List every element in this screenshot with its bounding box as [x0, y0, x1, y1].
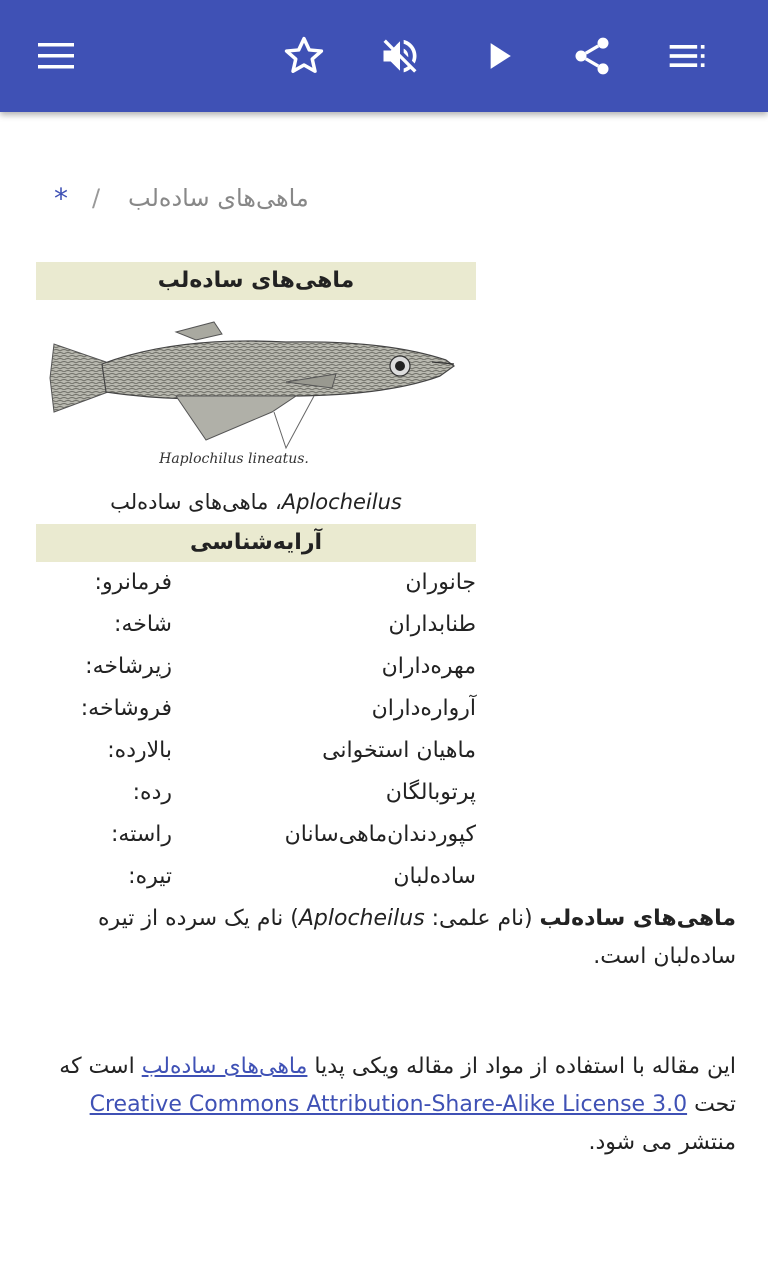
- play-icon: [476, 34, 520, 78]
- taxonomy-value: ماهیان استخوانی: [322, 738, 476, 763]
- license-link[interactable]: Creative Commons Attribution-Share-Alike License 3.0: [89, 1092, 688, 1117]
- attribution-part3: منتشر می شود.: [588, 1130, 736, 1155]
- article-text: ) نام یک سرده از تیره ساده‌لبان است.: [97, 906, 736, 969]
- taxonomy-label: بالارده:: [107, 738, 172, 763]
- infobox-title: ماهی‌های ساده‌لب: [36, 262, 476, 300]
- taxonomy-label: فروشاخه:: [80, 696, 172, 721]
- fish-illustration: [36, 300, 476, 470]
- volume-off-icon: [378, 34, 422, 78]
- infobox-caption: [36, 486, 476, 518]
- play-button[interactable]: [470, 28, 526, 84]
- taxonomy-row: [36, 564, 476, 606]
- article-intro: [32, 900, 736, 976]
- breadcrumb-current: ماهی‌های ساده‌لب: [128, 184, 309, 212]
- breadcrumb-separator: /: [92, 184, 101, 212]
- article-latin-name: Aplocheilus: [298, 906, 425, 931]
- fish-drawing-icon: [36, 300, 476, 470]
- taxonomy-label: فرمانرو:: [94, 570, 172, 595]
- taxonomy-label: زیرشاخه:: [85, 654, 172, 679]
- taxonomy-value: آرواره‌داران: [371, 696, 476, 721]
- taxonomy-row: [36, 606, 476, 648]
- taxonomy-value: جانوران: [405, 570, 476, 595]
- menu-button[interactable]: [28, 28, 84, 84]
- taxonomy-value: پرتوبالگان: [385, 780, 476, 805]
- taxonomy-row: [36, 774, 476, 816]
- breadcrumb: [0, 180, 768, 220]
- bookmark-button[interactable]: [276, 28, 332, 84]
- star-outline-icon: [282, 34, 326, 78]
- mute-button[interactable]: [372, 28, 428, 84]
- article-paren-open: (نام علمی:: [424, 906, 540, 931]
- taxonomy-value: ساده‌لبان: [393, 864, 476, 889]
- attribution-part1: این مقاله با استفاده از مواد از مقاله ویکی پدیا: [307, 1054, 736, 1079]
- menu-icon: [36, 36, 76, 76]
- taxonomy-label: تیره:: [128, 864, 172, 889]
- taxonomy-value: مهره‌داران: [381, 654, 476, 679]
- article-bold-title: ماهی‌های ساده‌لب: [539, 906, 736, 931]
- infobox: [36, 262, 476, 470]
- taxonomy-title: آرایه‌شناسی: [36, 524, 476, 562]
- share-icon: [570, 34, 614, 78]
- taxonomy-row: [36, 816, 476, 858]
- caption-latin-name: Aplocheilus: [281, 490, 402, 514]
- table-of-contents-button[interactable]: [660, 28, 716, 84]
- caption-text: ، ماهی‌های ساده‌لب: [110, 490, 282, 514]
- taxonomy-label: شاخه:: [114, 612, 172, 637]
- taxonomy-value: کپوردندان‌ماهی‌سانان: [284, 822, 476, 847]
- breadcrumb-home-link[interactable]: *: [54, 182, 68, 215]
- share-button[interactable]: [564, 28, 620, 84]
- playlist-icon: [666, 34, 710, 78]
- taxonomy-value: طنابداران: [388, 612, 476, 637]
- attribution-part2: است که تحت: [59, 1054, 736, 1117]
- illustration-caption: Haplochilus lineatus.: [159, 451, 309, 467]
- wikipedia-article-link[interactable]: ماهی‌های ساده‌لب: [141, 1054, 308, 1079]
- top-app-bar: [0, 0, 768, 112]
- taxonomy-row: [36, 732, 476, 774]
- attribution-text: [32, 1048, 736, 1162]
- taxonomy-row: [36, 690, 476, 732]
- taxonomy-header-box: [36, 524, 476, 562]
- taxonomy-row: [36, 858, 476, 900]
- taxonomy-label: رده:: [132, 780, 172, 805]
- taxonomy-label: راسته:: [110, 822, 172, 847]
- taxonomy-row: [36, 648, 476, 690]
